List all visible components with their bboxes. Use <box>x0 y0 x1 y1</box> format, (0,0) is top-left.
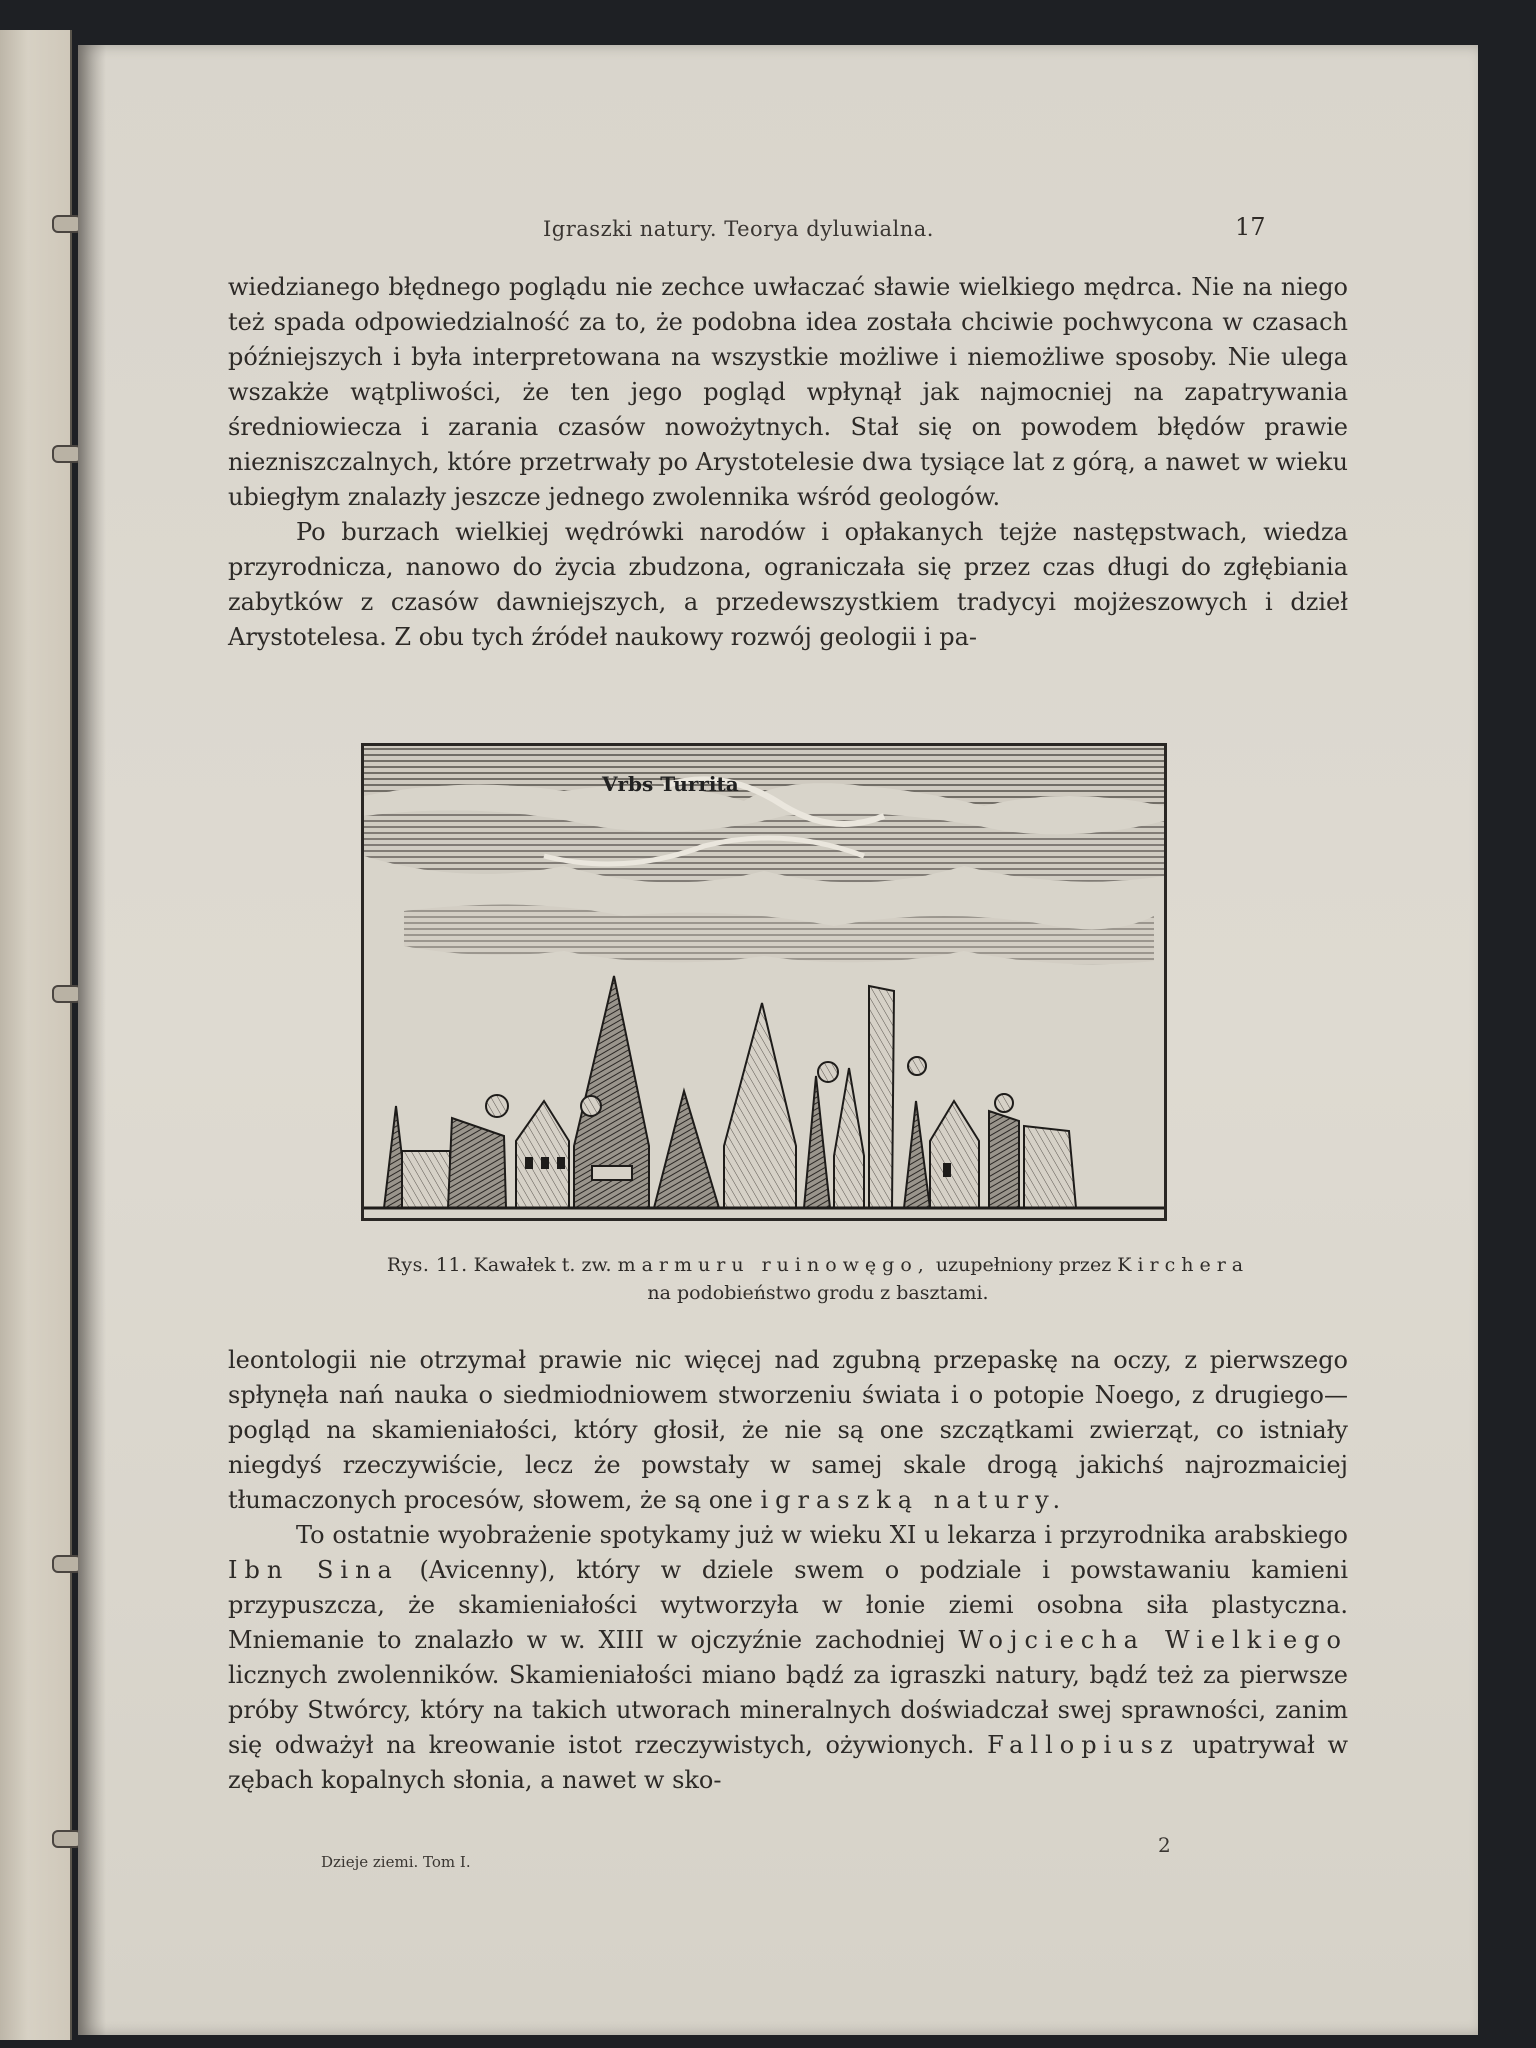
figure-engraving <box>361 743 1167 1221</box>
page-gutter-shadow <box>78 45 106 2035</box>
caption-text: uzupełniony przez <box>935 1254 1112 1276</box>
signature-mark: 2 <box>1158 1833 1171 1857</box>
caption-label: Rys. 11. <box>386 1254 468 1276</box>
emphasis-name: Ibn Sina <box>228 1556 399 1584</box>
paragraph-text: (Avicenny), który w dziele swem o podziale i powstawaniu kamieni przypuszcza, że skamieniałości wytworzyła w łonie ziemi osobna siła plastyczna. Mniemanie to znalazło w w. XIII w ojczyźnie zachodniej <box>228 1556 1348 1654</box>
paragraph-text: leontologii nie otrzymał prawie nic więcej nad zgubną przepaskę na oczy, z pierwszego spłynęła nań nauka o siedmiodniowem stworzeniu świata i o potopie Noego, z drugiego—pogląd na skamieniałości, który głosił, że nie są one szczątkami zwierząt, co istniały niegdyś rzeczywiście, lecz że powstały w samej skale drogą jakichś najrozmaiciej tłumaczonych procesów, słowem, że są one <box>228 1346 1348 1514</box>
paragraph <box>228 1343 1348 1518</box>
emphasis-term: igraszką natury. <box>760 1486 1068 1514</box>
top-text-block <box>228 270 1348 655</box>
sky-clouds <box>364 746 1164 964</box>
paragraph-text: To ostatnie wyobrażenie spotykamy już w wieku XI u lekarza i przyrodnika arabskiego <box>296 1521 1348 1549</box>
emphasis-name: Fallopiusz <box>987 1731 1180 1759</box>
caption-text: Kawałek t. zw. <box>473 1254 612 1276</box>
page-header <box>78 213 1478 253</box>
figure-caption <box>278 1251 1358 1307</box>
caption-line-2: na podobieństwo grodu z basztami. <box>647 1282 989 1304</box>
paragraph-text: licznych zwolenników. Skamieniałości miano bądź za igraszki natury, bądź też za pierwsze próby Stwórcy, który na takich utworach mineralnych doświadczał swej sprawności, zanim się odważył na kreowanie istot rzeczywistych, ożywionych. <box>228 1661 1348 1759</box>
bottom-text-block <box>228 1343 1348 1798</box>
book-page <box>78 45 1478 2035</box>
caption-person: Kirchera <box>1117 1254 1250 1276</box>
running-title: Igraszki natury. Teorya dyluwialna. <box>543 217 934 241</box>
paragraph <box>228 1518 1348 1798</box>
engraving-inscription: Vrbs Turrita <box>602 772 739 796</box>
paragraph: Po burzach wielkiej wędrówki narodów i opłakanych tejże następstwach, wiedza przyrodnicza, nanowo do życia zbudzona, ograniczała się przez czas długi do zgłębiania zabytków z czasów dawniejszych, a przedewszystkiem tradycyi mojżeszowych i dzieł Arystotelesa. Z obu tych źródeł naukowy rozwój geologii i pa- <box>228 518 1348 651</box>
paragraph: wiedzianego błędnego poglądu nie zechce uwłaczać sławie wielkiego mędrca. Nie na niego też spada odpowiedzialność za to, że podobna idea została chciwie pochwycona w czasach późniejszych i była interpretowana na wszystkie możliwe i niemożliwe sposoby. Nie ulega wszakże wątpliwości, że ten jego pogląd wpłynął jak najmocniej na zapatrywania średniowiecza i zarania czasów nowożytnych. Stał się on powodem błędów prawie niezniszczalnych, które przetrwały po Arystotelesie dwa tysiące lat z górą, a nawet w wieku ubiegłym znalazły jeszcze jednego zwolennika wśród geologów. <box>228 273 1348 511</box>
emphasis-name: Wojciecha Wielkiego <box>958 1626 1348 1654</box>
engraving-illustration <box>364 746 1164 1218</box>
caption-term: marmuru ruinowęgo, <box>617 1254 930 1276</box>
paragraph-text: upatrywał w zębach kopalnych słonia, a nawet w sko- <box>228 1731 1349 1794</box>
page-number: 17 <box>1235 213 1266 241</box>
left-page-edge <box>0 30 72 2040</box>
footer-source-line: Dzieje ziemi. Tom I. <box>321 1853 471 1871</box>
